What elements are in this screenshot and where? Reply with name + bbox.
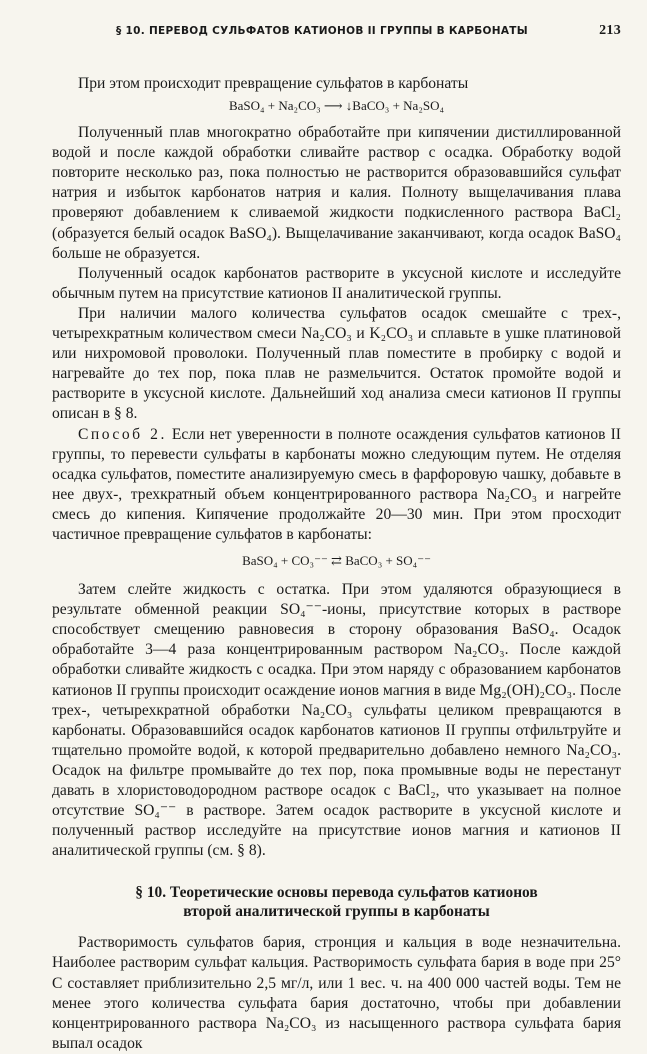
running-title: § 10. ПЕРЕВОД СУЛЬФАТОВ КАТИОНОВ II ГРУППЫ В КАРБОНАТЫ xyxy=(116,25,528,37)
paragraph-3: При наличии малого количества сульфатов осадок смешайте с трех-, четырехкратным количеством смеси Na₂CO₃ и K₂CO₃ и сплавьте в ушке платиновой или нихромовой проволоки. Полученный плав поместите в пробирку с водой и нагревайте до тех пор, пока плав не размельчится. Остаток промойте водой и растворите в уксусной кислоте. Дальнейший ход анализа смеси катионов II группы описан в § 8. xyxy=(52,304,621,423)
paragraph-4 xyxy=(52,425,621,546)
running-header xyxy=(52,22,621,46)
section-heading-line-2: второй аналитической группы в карбонаты xyxy=(183,903,490,921)
paragraph-5: Затем слейте жидкость с остатка. При этом удаляются образующиеся в результате обменной реакции SO₄⁻⁻-ионы, присутствие которых в растворе способствует смещению равновесия в сторону образования BaSO₄. Осадок обработайте 3—4 раза концентрированным раствором Na₂CO₃. После каждой обработки сливайте жидкость с осадка. При этом наряду с образованием карбонатов катионов II группы происходит осаждение ионов магния в виде Mg₂(OH)₂CO₃. После трех-, четырехкратной обработки Na₂CO₃ сульфаты целиком превращаются в карбонаты. Образовавшийся осадок карбонатов катионов II группы отфильтруйте и тщательно промойте водой, к которой предварительно добавлено немного Na₂CO₃. Осадок на фильтре промывайте до тех пор, пока промывные воды не перестанут давать в хлористоводородном растворе осадок с BaCl₂, что указывает на полное отсутствие SO₄⁻⁻ в растворе. Затем осадок растворите в уксусной кислоте и полученный раствор исследуйте на присутствие ионов магния и катионов II аналитической группы (см. § 8). xyxy=(52,581,621,860)
section-heading-line-1: § 10. Теоретические основы перевода сульфатов катионов xyxy=(135,884,538,902)
paragraph-6: Растворимость сульфатов бария, стронция и кальция в воде незначительна. Наиболее растворим сульфат кальция. Растворимость сульфата бария в воде при 25° С составляет приблизительно 2,5 мг/л, или 1 вес. ч. на 400 000 частей воды. Тем не менее этого количества сульфата бария достаточно, чтобы при добавлении концентрированного раствора Na₂CO₃ из насыщенного раствора сульфата бария выпал осадок xyxy=(52,934,621,1052)
page-number: 213 xyxy=(599,23,621,38)
paragraph-4-text: Если нет уверенности в полноте осаждения сульфатов катионов II группы, то перевести сульфаты в карбонаты можно следующим путем. Не отделяя осадка сульфатов, поместите анализируемую смесь в фарфоровую чашку, добавьте в нее двух-, трехкратный объем концентрированного раствора Na₂CO₃ и нагрейте смесь до кипения. Кипячение продолжайте 20—30 мин. При этом просходит частичное превращение сульфатов в карбонаты: xyxy=(52,425,621,543)
paragraph-1: Полученный плав многократно обработайте при кипячении дистиллированной водой и после каждой обработки сливайте раствор с осадка. Обработку водой повторите несколько раз, пока полностью не растворится образовавшийся сульфат натрия и избыток карбонатов натрия и калия. Полноту выщелачивания плава проверяют добавлением к сливаемой жидкости подкисленного раствора BaCl₂ (образуется белый осадок BaSO₄). Выщелачивание заканчивают, когда осадок BaSO₄ больше не образуется. xyxy=(52,124,621,262)
paragraph-2: Полученный осадок карбонатов растворите в уксусной кислоте и исследуйте обычным путем на присутствие катионов II аналитической группы. xyxy=(52,264,621,302)
equation-1: BaSO₄ + Na₂CO₃ ⟶ ↓BaCO₃ + Na₂SO₄ xyxy=(228,98,445,114)
intro-text: При этом происходит превращение сульфатов в карбонаты xyxy=(78,75,469,92)
equation-2: BaSO₄ + CO₃⁻⁻ ⇄ BaCO₃ + SO₄⁻⁻ xyxy=(242,553,431,569)
method-label: Способ 2. xyxy=(78,425,167,443)
section-heading xyxy=(52,883,621,921)
